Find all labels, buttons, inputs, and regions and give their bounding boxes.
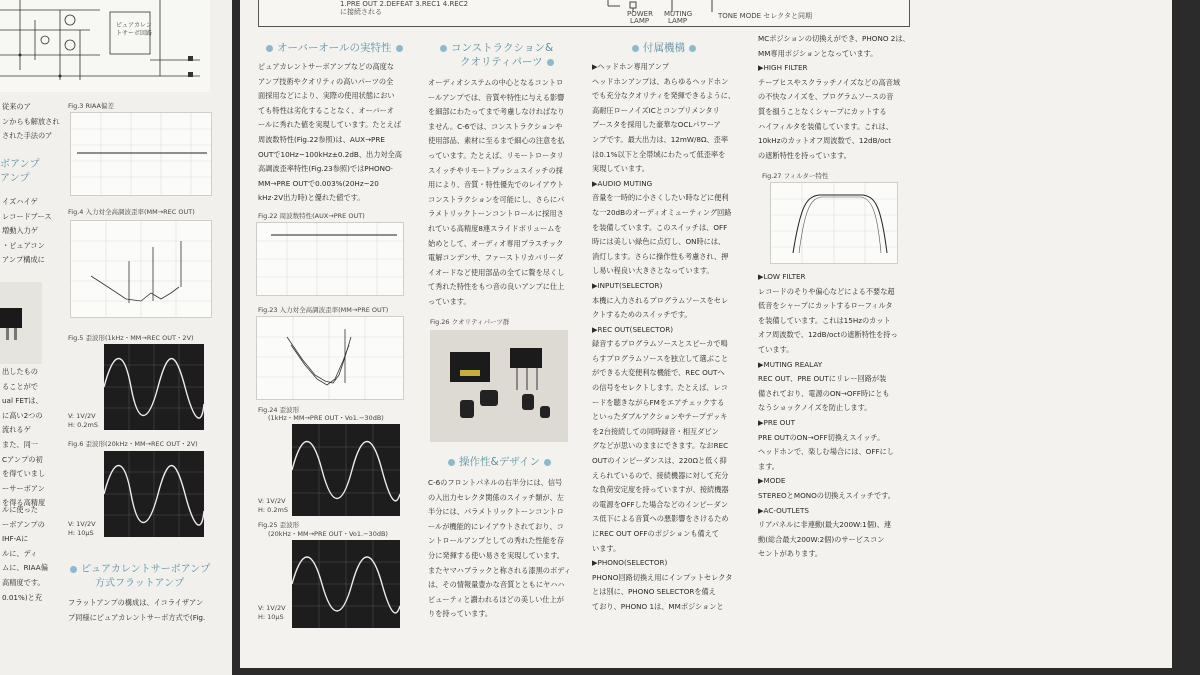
fig3-riaa-graph [70,112,212,196]
fig4-thd-graph [70,220,212,318]
side-text-1: 従来のア ンからも解放され された手法のア [2,102,60,141]
fig27-label: Fig.27 フィルター特性 [762,172,829,180]
fig26-label: Fig.26 クオリティパーツ群 [430,318,510,326]
filter-body: MCポジションの切換えができ、PHONO 2は、 MM専用ポジションとなっています。 ▶HIGH FILTER テープヒスやスクラッチノイズなどの高音域 の不快なノイズを、プログラムソースの音 質を損うことなくシャープにカットする ハイフィルタを装備しています。これは、 10kHzのカットオフ周波数で、12dB/oct の遮断特性を持っています。 [758,34,910,160]
power-label: POWER [627,10,653,18]
fig23-label: Fig.23 入力対全高調波歪率(MM→PRE OUT) [258,306,389,314]
fig25-h: H: 10μS [258,613,284,621]
fig25-v: V: 1V/2V [258,604,286,612]
bullet-dot-icon [266,45,273,52]
flat-amp-text: フラットアンプの構成は、イコライザアン プ同様にピュアカレントサーボ方式で(Fig. [68,598,206,622]
operation-body: C-6のフロントパネルの右半分には、信号 の入出力セレクタ関係のスイッチ類が、左 半分には、パラメトリックトーンコントロ ールが機能的にレイアウトされており、コ ントロールアンプとしての秀れた性能を存 分に発揮する使い易さを実現しています。 またヤマハブラックと称される漆黒のボディ は、その情報量豊かな音質とともにヤハハ ビューティと讃われるほどの美しい仕上が りを持っています。 [428,478,571,619]
fig4-label: Fig.4 入力対全高調波歪率(MM→REC OUT) [68,208,195,216]
fig23-thd-graph [256,316,404,400]
pure-current-heading-2: 方式フラットアンプ [95,578,185,589]
construction-body: オーディオシステムの中心となるコントロ ールアンプでは、音質や特性に与える影響 を細部にわたってまで考慮しなければなり ません。C-6では、コンストラクションや 使用部品、素材に至るまで細心の注意を払 っています。たとえば、リモートロータリ スイッチやリモートプッシュスイッチの採 用により、音質・特性優先でのレイアウト コンストラクションを可能にし、さらにパ ラメトリックトーンコントロールに採用さ れている高精度8連スライドボリュームを 始めとして、オーディオ専用プラスチック 電解コンデンサ、ファーストリカバリーダ イオードなど使用部品の全てに贅を尽くし て秀れた特性をもつ音の良いアンプに仕上 っています。 [428,78,565,306]
fig24-v: V: 1V/2V [258,497,286,505]
overall-body: ピュアカレントサーボアンプなどの高度な アンプ技術やクオリティの高いパーツの全 面採用などにより、実際の使用状態におい ても特性は劣化することなく、オーバーオ ールに秀れた値を実現しています。たとえば 周波数特性(Fig.22参照)は、AUX→PRE OUTで10Hz~100kHz±0.2dB、出力対全高 高調波歪率特性(Fig.23参照)ではPHONO· MM→PRE OUTで0.003%(20Hz~20 kHz·2V出力時)と優れた値です。 [258,62,402,203]
fig5-scope [104,344,204,430]
fig22-label: Fig.22 周波数特性(AUX→PRE OUT) [258,212,365,220]
bullet-dot-icon [547,59,554,66]
circuit-diagram [0,0,210,92]
circuit-label: ピュアカレントサーボ回路 [116,22,153,37]
fig24-label: Fig.24 歪波形 [258,406,300,414]
lamp-label-1: LAMP [630,17,650,25]
bullet-dot-icon [448,459,455,466]
fig6-scope [104,451,204,537]
side-text-3: 出したもの ることがで ual FETは、 に高い2つの 流れるゲ また、同一 Cアンプの初 を得ていまし ーサーボアン を得る高精度 [2,367,46,508]
product-photo-fragment [0,282,42,364]
side-text-4: ルに使った ーボアンプの IHF-Aに ルに、ディ ムに、RIAA偏 高精度です。 0.01%)と充 [2,505,48,602]
accessory-body: ▶ヘッドホン専用アンプ ヘッドホンアンプは、あらゆるヘッドホン でも充分なクオリティを発揮できるように、 高耐圧ローノイズICとコンプリメンタリ プースタを採用した豪華なOCLパワーア ンプです。最大出力は、12mW/8Ω、歪率 は0.1%以下と全帯域にわたって低歪率を 実現しています。 ▶AUDIO MUTING 音量を一時的に小さくしたい時などに便利 な一20dBのオーディオミューティング回路 を装備しています。このスイッチは、OFF 時には美しい緑色に点灯し、ON時には、 消灯します。さらに操作性も考慮され、押 し易い程良い大きさとなっています。 ▶INPUT(SELECTOR) 本機に入力されるプログラムソースをセレ クトするためのスイッチです。 ▶REC OUT(SELECTOR) 録音するプログラムソースとスピーカで鳴 らすプログラムソースを独立して選ぶこと ができる大変便利な機能で、REC OUTへ の信号をセレクトします。たとえば、レコ ードを聴きながらFMをエアチェックする といったダブルアクションやテープデッキ を2台接続しての同時録音・相互ダビン グなどが思いのままにできます。なおREC OUTのインピーダンスは、220Ωと低く抑 えられているので、接続機器に対して充分 な負荷安定度を持っていますが、接続機器 の電源をOFFした場合などのインピーダン ス低下による音質への悪影響をさけるため にREC OUT OFFのポジションも備えて います。 ▶PHONO(SELECTOR) PHONO回路切換え用にインプットセレクタ とは別に、PHONO SELECTORを備え ており、PHONO 1は、MMポジションと [592,62,736,611]
lamp-label-2: LAMP [668,17,688,25]
top-circuit-fragment [600,0,720,12]
fig25-sub: (20kHz・MM→PRE OUT・Vo1.−30dB) [268,530,388,538]
fig6-label: Fig.6 歪波形(20kHz・MM→REC OUT・2V) [68,440,198,448]
fig5-label: Fig.5 歪波形(1kHz・MM→REC OUT・2V) [68,334,194,342]
side-text-2: イズハイゲ レコードブース 増動入力ゲ ・ピュアコン アンプ構成に [2,197,52,265]
bullet-dot-icon [440,45,447,52]
accessory-heading: 付属機構 [628,40,700,55]
low-filter-body: ▶LOW FILTER レコードのそりや偏心などによる不要な超 低音をシャープにカットするローフィルタ を装備しています。これは15Hzのカット オフ周波数で、12dB/octの遮断特性を持っ ています。 ▶MUTING REALAY REC OUT、PRE OUTにリレー回路が装 備されており、電源のON→OFF時にとも なうショックノイズを防止します。 ▶PRE OUT PRE OUTのON→OFF切換えスイッチ。 ヘッドホンで、楽しむ場合には、OFFにし ます。 ▶MODE STEREOとMONOの切換えスイッチです。 ▶AC-OUTLETS リアパネルに非連動(最大200W:1個)、連 動(総合最大200W:2個)のサービスコン セントがあります。 [758,272,898,559]
fig24-sub: (1kHz・MM→PRE OUT・Vo1.−30dB) [268,414,384,422]
fig5-h: H: 0.2mS [68,421,98,429]
bullet-dot-icon [544,459,551,466]
construction-heading: コンストラクション& [436,40,553,55]
fig25-label: Fig.25 歪波形 [258,521,300,529]
bullet-dot-icon [70,566,77,573]
fig24-h: H: 0.2mS [258,506,288,514]
fig24-scope [292,424,400,516]
top-items: 1.PRE OUT 2.DEFEAT 3.REC1 4.REC2 [340,0,469,8]
fig5-v: V: 1V/2V [68,412,96,420]
bullet-dot-icon [689,45,696,52]
fig6-h: H: 10μS [68,529,94,537]
pure-current-heading: ピュアカレントサーボアンプ [66,560,210,575]
quality-parts-photo [430,330,568,442]
side-heading: ボアンプ アンプ [0,159,40,184]
top-items-2: に接続される [340,8,382,16]
bullet-dot-icon [632,45,639,52]
bullet-dot-icon [396,45,403,52]
construction-heading-2: クオリティパーツ [460,54,558,69]
fig27-filter-graph [770,182,898,264]
fig3-label: Fig.3 RIAA偏差 [68,102,114,110]
fig25-scope [292,540,400,628]
tone-mode-label: TONE MODE セレクタと同期 [718,12,812,20]
fig22-frequency-graph [256,222,404,296]
operation-heading: 操作性&デザイン [444,454,555,469]
muting-label: MUTING [664,10,693,18]
overall-heading: オーバーオールの実特性 [262,40,407,55]
fig6-v: V: 1V/2V [68,520,96,528]
